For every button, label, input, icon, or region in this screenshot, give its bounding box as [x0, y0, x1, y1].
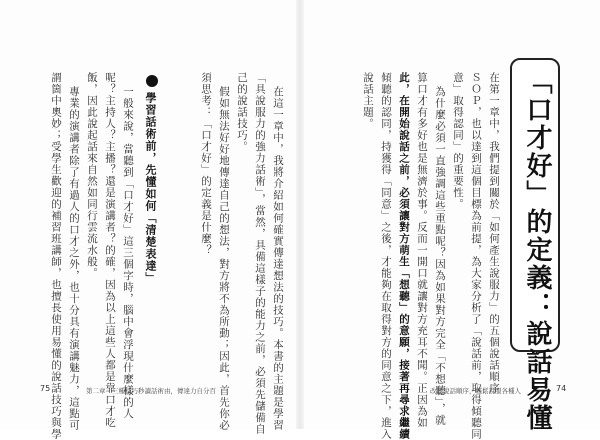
left-text-col-10: 謂箇中奧妙；受學生歡迎的補習班講師，也擅長使用易懂的說話技巧與學: [50, 72, 62, 440]
left-text-col-4: 假如無法好好地傳達自己的想法，對方將不為所動；因此，首先你必: [218, 86, 230, 431]
left-text-col-8: 飯，因此說起話來自然如同行雲流水般。: [86, 72, 98, 279]
left-text-col-3: 己的說話技巧。: [236, 72, 248, 153]
right-text-col-8: 說話主題。: [362, 72, 374, 130]
section-bullet-icon: [146, 75, 158, 87]
left-text-col-7: 呢？主持人？主播？還是演講者？的確，因為以上這些人都是靠口才吃: [104, 72, 116, 429]
right-text-col-6-emphasis: 此，在開始說話之前，必須讓對方萌生「想聽」的意願，接著再尋求繼續: [398, 72, 410, 440]
right-text-col-2: ＳＯＰ，也以達到這個目標為前提，為大家分析了「說話前，取得傾聽同: [470, 72, 482, 440]
book-gutter: [296, 0, 304, 429]
right-text-col-1: 在第一章中，我們提到關於「如何產生說服力」的五個說話順序: [488, 72, 500, 394]
right-text-col-5: 算口才有多好也是無濟於事。反而一開口就讓對方充耳不聞。正因為如: [416, 72, 428, 429]
left-text-col-6: 一般來說，當聽到「口才好」這三個字時，腦中會浮現什麼樣的人: [122, 86, 134, 420]
right-text-col-4: 為什麼必須一直強調這些重點呢？因為如果對方完全「不想聽」，就: [434, 86, 446, 426]
left-text-col-2: 「具說服力的強力話術」，當然，具備這樣子的能力之前，必須先儲備自: [254, 72, 266, 435]
left-text-col-9: 專業的演講者除了有過人的口才之外，也十分具有演講魅力，這點可: [68, 86, 80, 431]
section-heading: 學習話術前，先懂如何「清楚表達」: [144, 92, 157, 284]
left-page-number: 75: [40, 384, 51, 393]
right-running-footer: 改變說話順序，輕鬆說服各種人: [430, 387, 521, 395]
left-running-footer: 第二章 三種技巧秒讀話術由，傳達力自分百: [86, 387, 216, 395]
right-text-col-7: 傾聽的認同，持獲得「同意」之後，才能夠在取得對方的同意之下，進入: [380, 72, 392, 440]
chapter-title: 「口才好」的定義：說話易懂: [522, 68, 552, 432]
right-page-number: 74: [556, 384, 567, 393]
left-text-col-5: 須思考：「口才好」的定義是什麼？: [200, 72, 212, 256]
left-text-col-1: 在這一章中，我將介紹如何確實傳達想法的技巧。本書的主題是學習: [272, 86, 284, 431]
right-text-col-3: 意」取得認同」的重要性。: [452, 72, 464, 210]
